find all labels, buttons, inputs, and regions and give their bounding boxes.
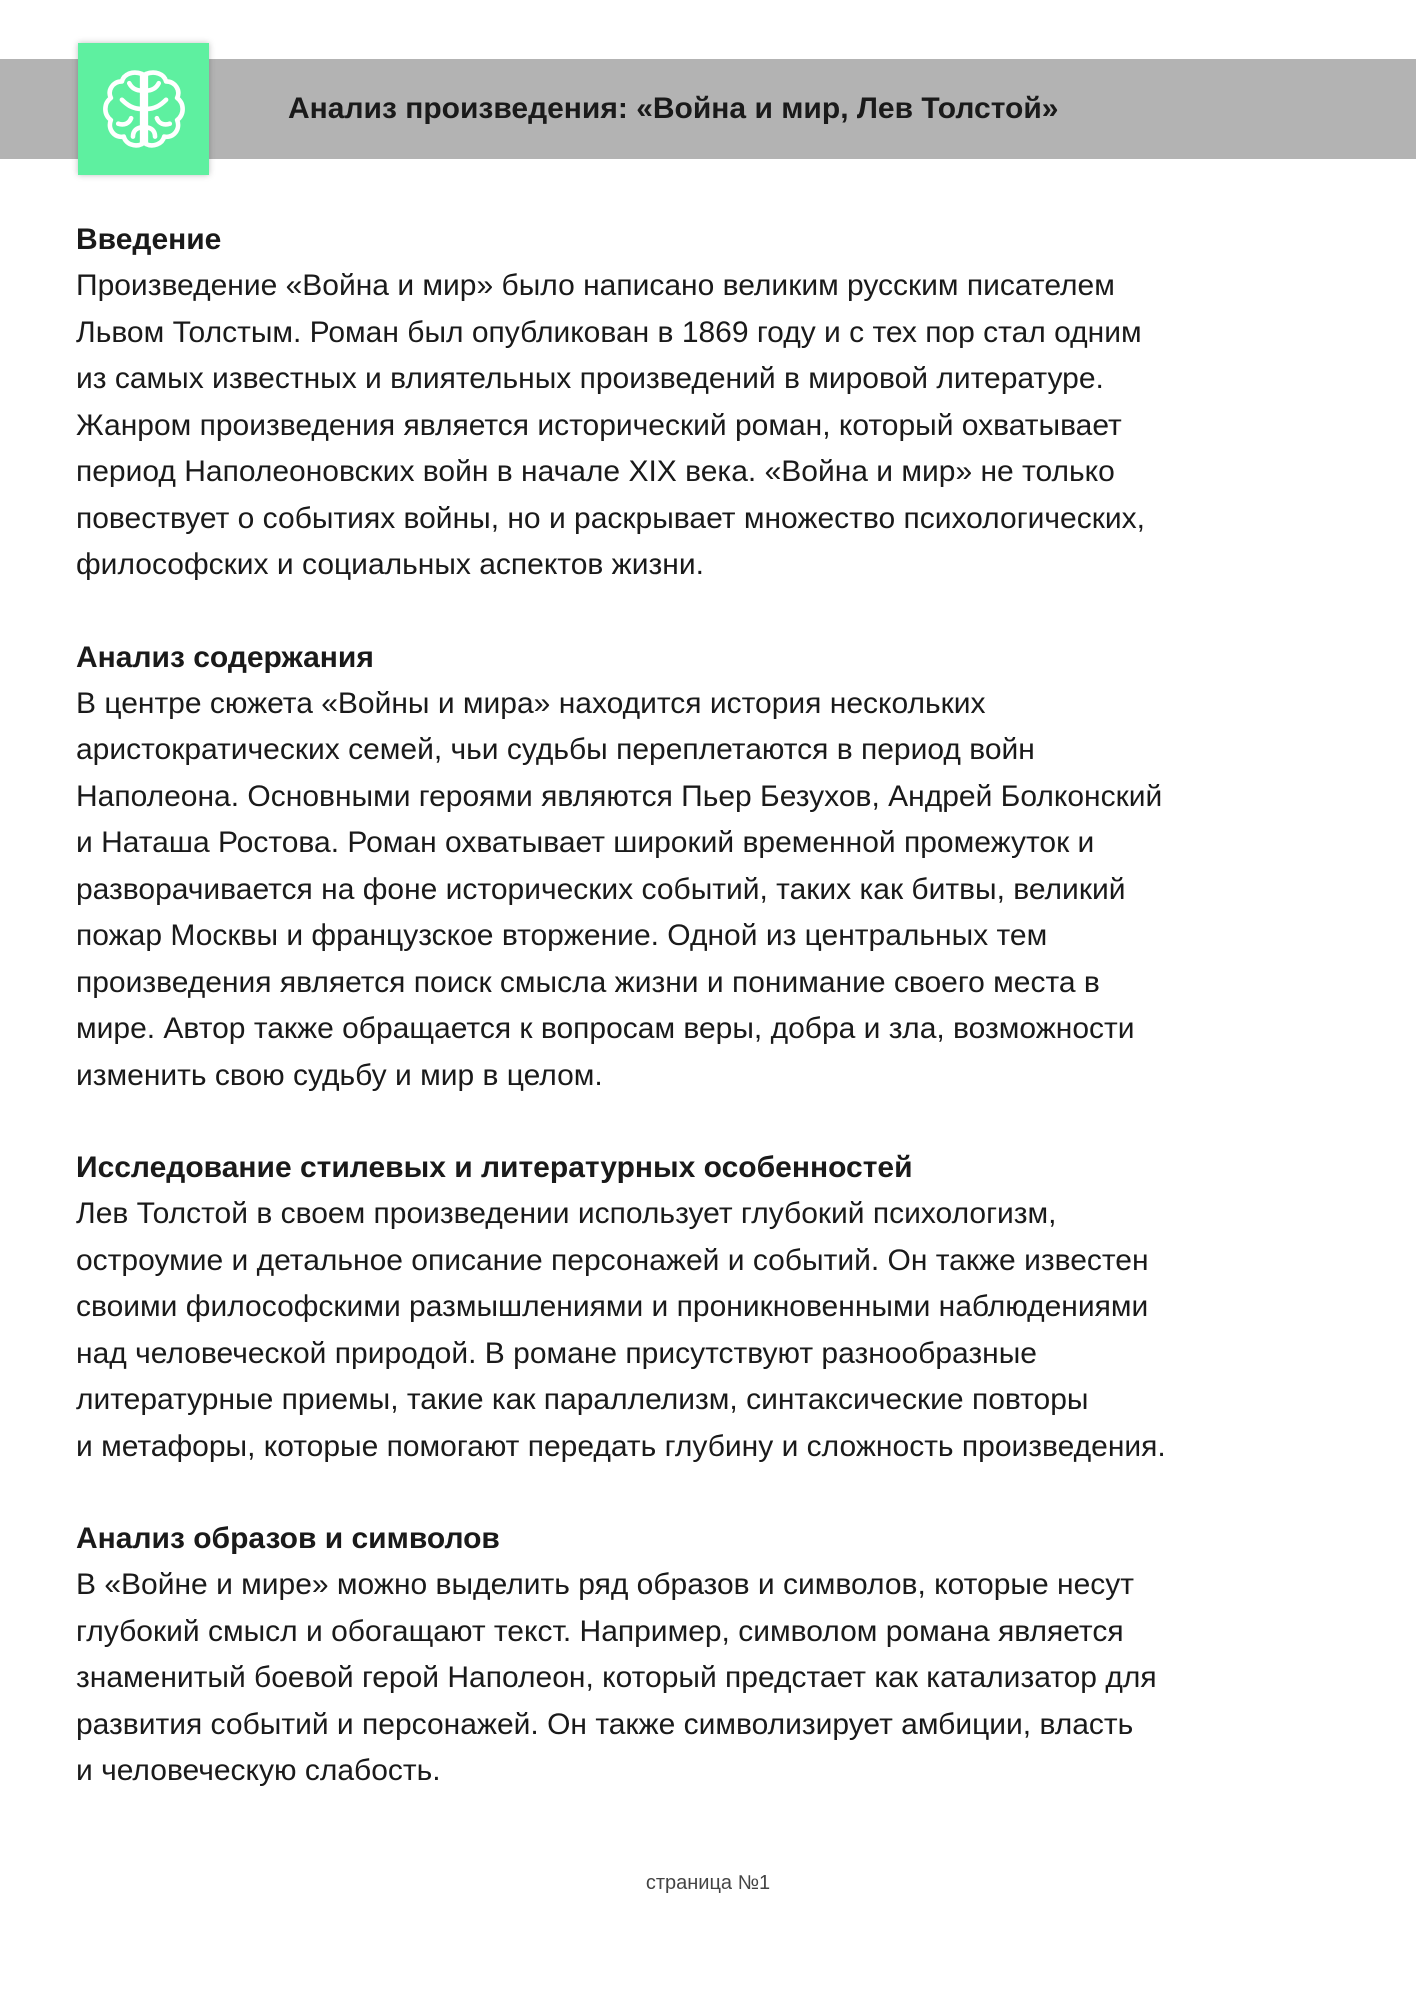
section-heading: Введение bbox=[76, 223, 222, 256]
section-heading: Анализ содержания bbox=[76, 640, 374, 674]
text-line: литературные приемы, такие как параллелизм, синтаксические повторы bbox=[76, 1383, 1089, 1416]
text-line: глубокий смысл и обогащают текст. Например, символом романа является bbox=[76, 1614, 1124, 1648]
text-line: развития событий и персонажей. Он также символизирует амбиции, власть bbox=[76, 1707, 1134, 1741]
section-paragraph bbox=[76, 1562, 1376, 1795]
text-line: и метафоры, которые помогают передать глубину и сложность произведения. bbox=[76, 1429, 1166, 1463]
text-line: мире. Автор также обращается к вопросам веры, добра и зла, возможности bbox=[76, 1012, 1135, 1045]
text-line: и Наташа Ростова. Роман охватывает широкий временной промежуток и bbox=[76, 826, 1095, 859]
text-line: В центре сюжета «Войны и мира» находится история нескольких bbox=[76, 686, 986, 720]
text-line: из самых известных и влиятельных произведений в мировой литературе. bbox=[76, 362, 1104, 395]
text-line: Произведение «Война и мир» было написано великим русским писателем bbox=[76, 269, 1115, 302]
text-line: повествует о событиях войны, но и раскрывает множество психологических, bbox=[76, 501, 1145, 535]
document-body bbox=[76, 217, 1376, 1841]
text-line: своими философскими размышлениями и проникновенными наблюдениями bbox=[76, 1290, 1149, 1323]
section-content-analysis bbox=[76, 635, 1376, 1100]
section-introduction bbox=[76, 217, 1376, 589]
section-paragraph bbox=[76, 1191, 1376, 1470]
section-heading: Исследование стилевых и литературных особенностей bbox=[76, 1151, 913, 1184]
text-line: остроумие и детальное описание персонажей и событий. Он также известен bbox=[76, 1243, 1149, 1277]
text-line: период Наполеоновских войн в начале XIX века. «Война и мир» не только bbox=[76, 455, 1115, 488]
text-line: Жанром произведения является исторический роман, который охватывает bbox=[76, 408, 1122, 442]
section-symbols-analysis bbox=[76, 1516, 1376, 1795]
text-line: философских и социальных аспектов жизни. bbox=[76, 548, 704, 581]
text-line: знаменитый боевой герой Наполеон, который предстает как катализатор для bbox=[76, 1661, 1157, 1694]
brain-icon bbox=[98, 63, 190, 155]
page-number: страница №1 bbox=[645, 1872, 771, 1894]
section-heading: Анализ образов и символов bbox=[76, 1522, 500, 1555]
text-line: изменить свою судьбу и мир в целом. bbox=[76, 1058, 603, 1092]
text-line: пожар Москвы и французское вторжение. Одной из центральных тем bbox=[76, 919, 1048, 952]
text-line: над человеческой природой. В романе присутствуют разнообразные bbox=[76, 1336, 1037, 1370]
document-title: Анализ произведения: «Война и мир, Лев Толстой» bbox=[288, 92, 1059, 125]
text-line: Наполеона. Основными героями являются Пьер Безухов, Андрей Болконский bbox=[76, 779, 1163, 813]
text-line: В «Войне и мире» можно выделить ряд образов и символов, которые несут bbox=[76, 1568, 1134, 1601]
text-line: Лев Толстой в своем произведении использует глубокий психологизм, bbox=[76, 1197, 1057, 1230]
section-style-analysis bbox=[76, 1145, 1376, 1470]
text-line: и человеческую слабость. bbox=[76, 1754, 441, 1787]
text-line: Львом Толстым. Роман был опубликован в 1869 году и с тех пор стал одним bbox=[76, 315, 1142, 349]
text-line: аристократических семей, чьи судьбы переплетаются в период войн bbox=[76, 733, 1035, 766]
logo bbox=[78, 43, 209, 175]
text-line: разворачивается на фоне исторических событий, таких как битвы, великий bbox=[76, 872, 1126, 906]
text-line: произведения является поиск смысла жизни и понимание своего места в bbox=[76, 965, 1100, 999]
section-paragraph bbox=[76, 681, 1376, 1100]
section-paragraph bbox=[76, 263, 1376, 589]
